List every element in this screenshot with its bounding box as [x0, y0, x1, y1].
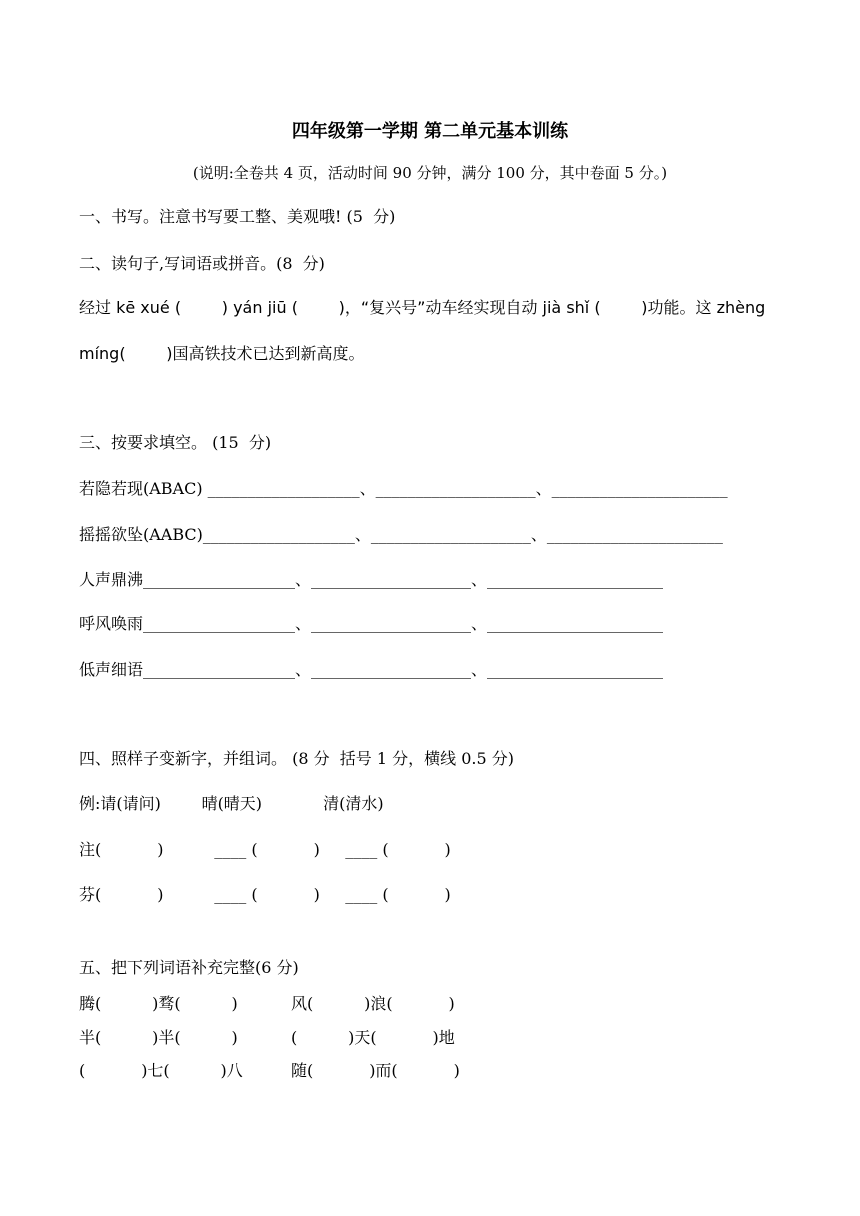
- section-2-sentence-line-2: míng( )国高铁技术已达到新高度。: [79, 344, 365, 363]
- section-5-item: ( )天( )地: [291, 1028, 455, 1047]
- section-4-row: 芬( ) ____ ( ) ____ ( ): [79, 885, 451, 904]
- section-1-heading: 一、书写。注意书写要工整、美观哦! (5 分): [79, 207, 396, 226]
- section-4-example: 例:请(请问) 晴(晴天) 清(清水): [79, 794, 384, 813]
- section-5-item: 半( )半( ): [79, 1028, 238, 1047]
- section-5-item: 腾( )骛( ): [79, 994, 238, 1013]
- section-5-item: 风( )浪( ): [291, 994, 455, 1013]
- exam-note: (说明:全卷共 4 页，活动时间 90 分钟，满分 100 分，其中卷面 5 分。): [192, 164, 668, 182]
- section-5-item: ( )七( )八: [79, 1061, 243, 1080]
- section-2-heading: 二、读句子,写词语或拼音。(8 分): [79, 254, 325, 273]
- section-5-heading: 五、把下列词语补充完整(6 分): [79, 958, 299, 977]
- section-3-row: 人声鼎沸___________________、____________________、______________________: [79, 570, 664, 589]
- section-3-row: 呼风唤雨___________________、____________________、______________________: [79, 614, 664, 633]
- section-4-row: 注( ) ____ ( ) ____ ( ): [79, 840, 451, 859]
- section-3-row: 低声细语___________________、____________________、______________________: [79, 660, 664, 679]
- section-5-item: 随( )而( ): [291, 1061, 460, 1080]
- section-3-row: 若隐若现(ABAC) ___________________、____________________、______________________: [79, 479, 728, 498]
- section-3-heading: 三、按要求填空。 (15 分): [79, 433, 272, 452]
- section-3-row: 摇摇欲坠(AABC)___________________、____________________、______________________: [79, 525, 723, 544]
- section-4-heading: 四、照样子变新字，并组词。 (8 分 括号 1 分，横线 0.5 分): [79, 749, 514, 768]
- page-title: 四年级第一学期 第二单元基本训练: [291, 121, 569, 142]
- section-2-sentence-line-1: 经过 kē xué ( ) yán jiū ( )，“复兴号”动车经实现自动 jià shǐ ( )功能。这 zhèng: [79, 298, 766, 317]
